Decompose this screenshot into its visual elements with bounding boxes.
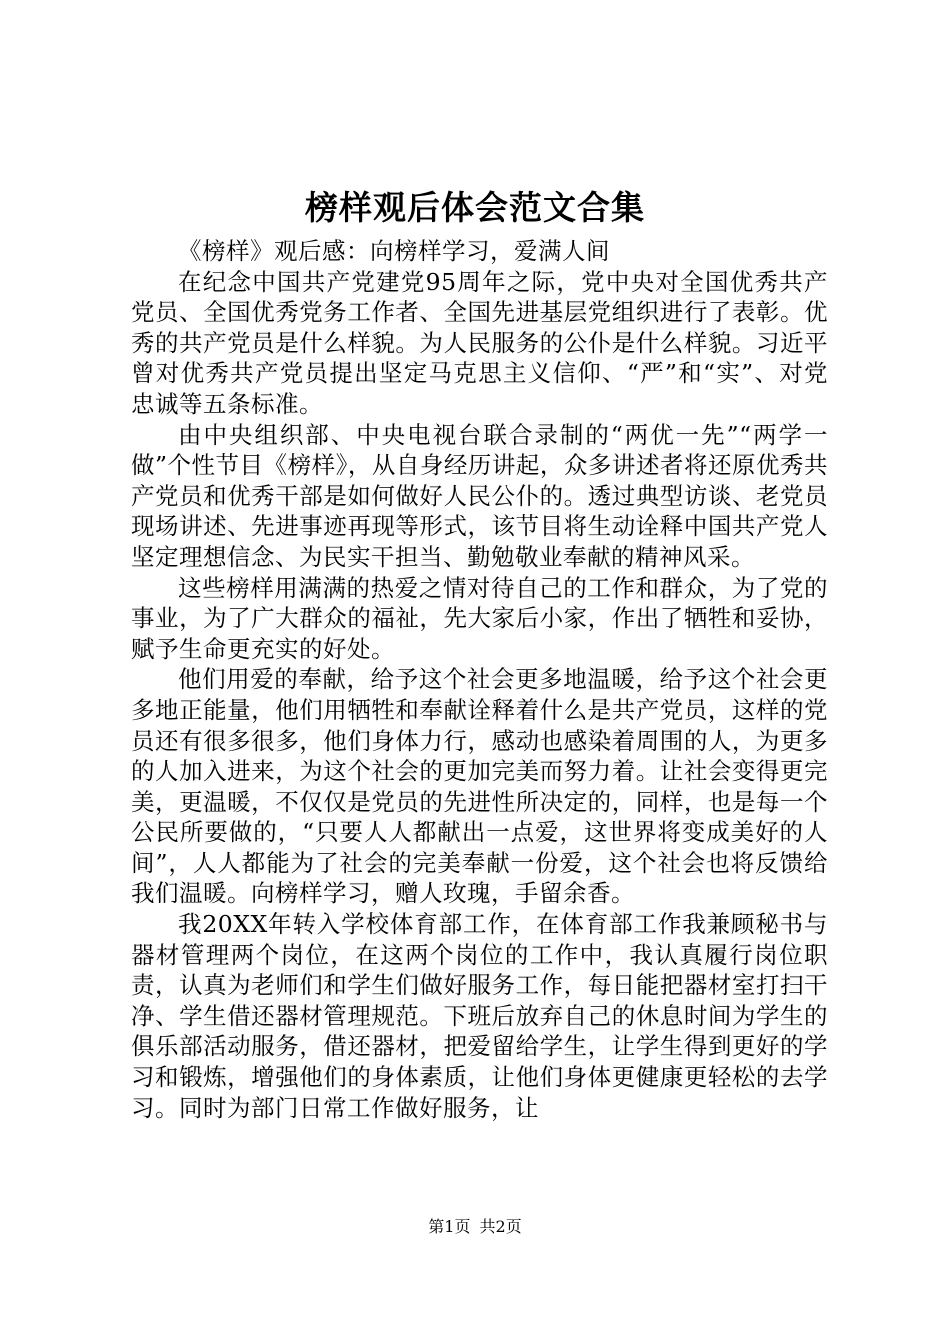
paragraph: 我20XX年转入学校体育部工作，在体育部工作我兼顾秘书与器材管理两个岗位，在这两个岗位的工作中，我认真履行岗位职责，认真为老师们和学生们做好服务工作，每日能把器材室打扫干净、学生借还器材管理规范。下班后放弃自己的休息时间为学生的俱乐部活动服务，借还器材，把爱留给学生，让学生得到更好的学习和锻炼，增强他们的身体素质，让他们身体更健康更轻松的去学习。同时为部门日常工作做好服务，让 [131,910,828,1122]
paragraph: 这些榜样用满满的热爱之情对待自己的工作和群众，为了党的事业，为了广大群众的福祉，先大家后小家，作出了牺牲和妥协，赋予生命更充实的好处。 [131,573,828,663]
paragraph: 由中央组织部、中央电视台联合录制的“两优一先”“两学一做”个性节目《榜样》，从自身经历讲起，众多讲述者将还原优秀共产党员和优秀干部是如何做好人民公仆的。透过典型访谈、老党员现场讲述、先进事迹再现等形式，该节目将生动诠释中国共产党人坚定理想信念、为民实干担当、勤勉敬业奉献的精神风采。 [131,420,828,571]
page-total: 共2页 [479,1217,522,1236]
page-number: 第1页 [428,1217,471,1236]
paragraph: 在纪念中国共产党建党95周年之际，党中央对全国优秀共产党员、全国优秀党务工作者、全国先进基层党组织进行了表彰。优秀的共产党员是什么样貌。为人民服务的公仆是什么样貌。习近平曾对优秀共产党员提出坚定马克思主义信仰、“严”和“实”、对党忠诚等五条标准。 [131,267,828,418]
page-footer [0,1216,950,1238]
paragraph-subtitle: 《榜样》观后感：向榜样学习，爱满人间 [178,237,610,265]
document-body [131,236,828,1123]
document-title: 榜样观后体会范文合集 [305,188,645,227]
paragraph: 他们用爱的奉献，给予这个社会更多地温暖，给予这个社会更多地正能量，他们用牺牲和奉献诠释着什么是共产党员，这样的党员还有很多很多，他们身体力行，感动也感染着周围的人，为更多的人加入进来，为这个社会的更加完美而努力着。让社会变得更完美，更温暖，不仅仅是党员的先进性所决定的，同样，也是每一个公民所要做的，“只要人人都献出一点爱，这世界将变成美好的人间”，人人都能为了社会的完美奉献一份爱，这个社会也将反馈给我们温暖。向榜样学习，赠人玫瑰，手留余香。 [131,665,828,908]
